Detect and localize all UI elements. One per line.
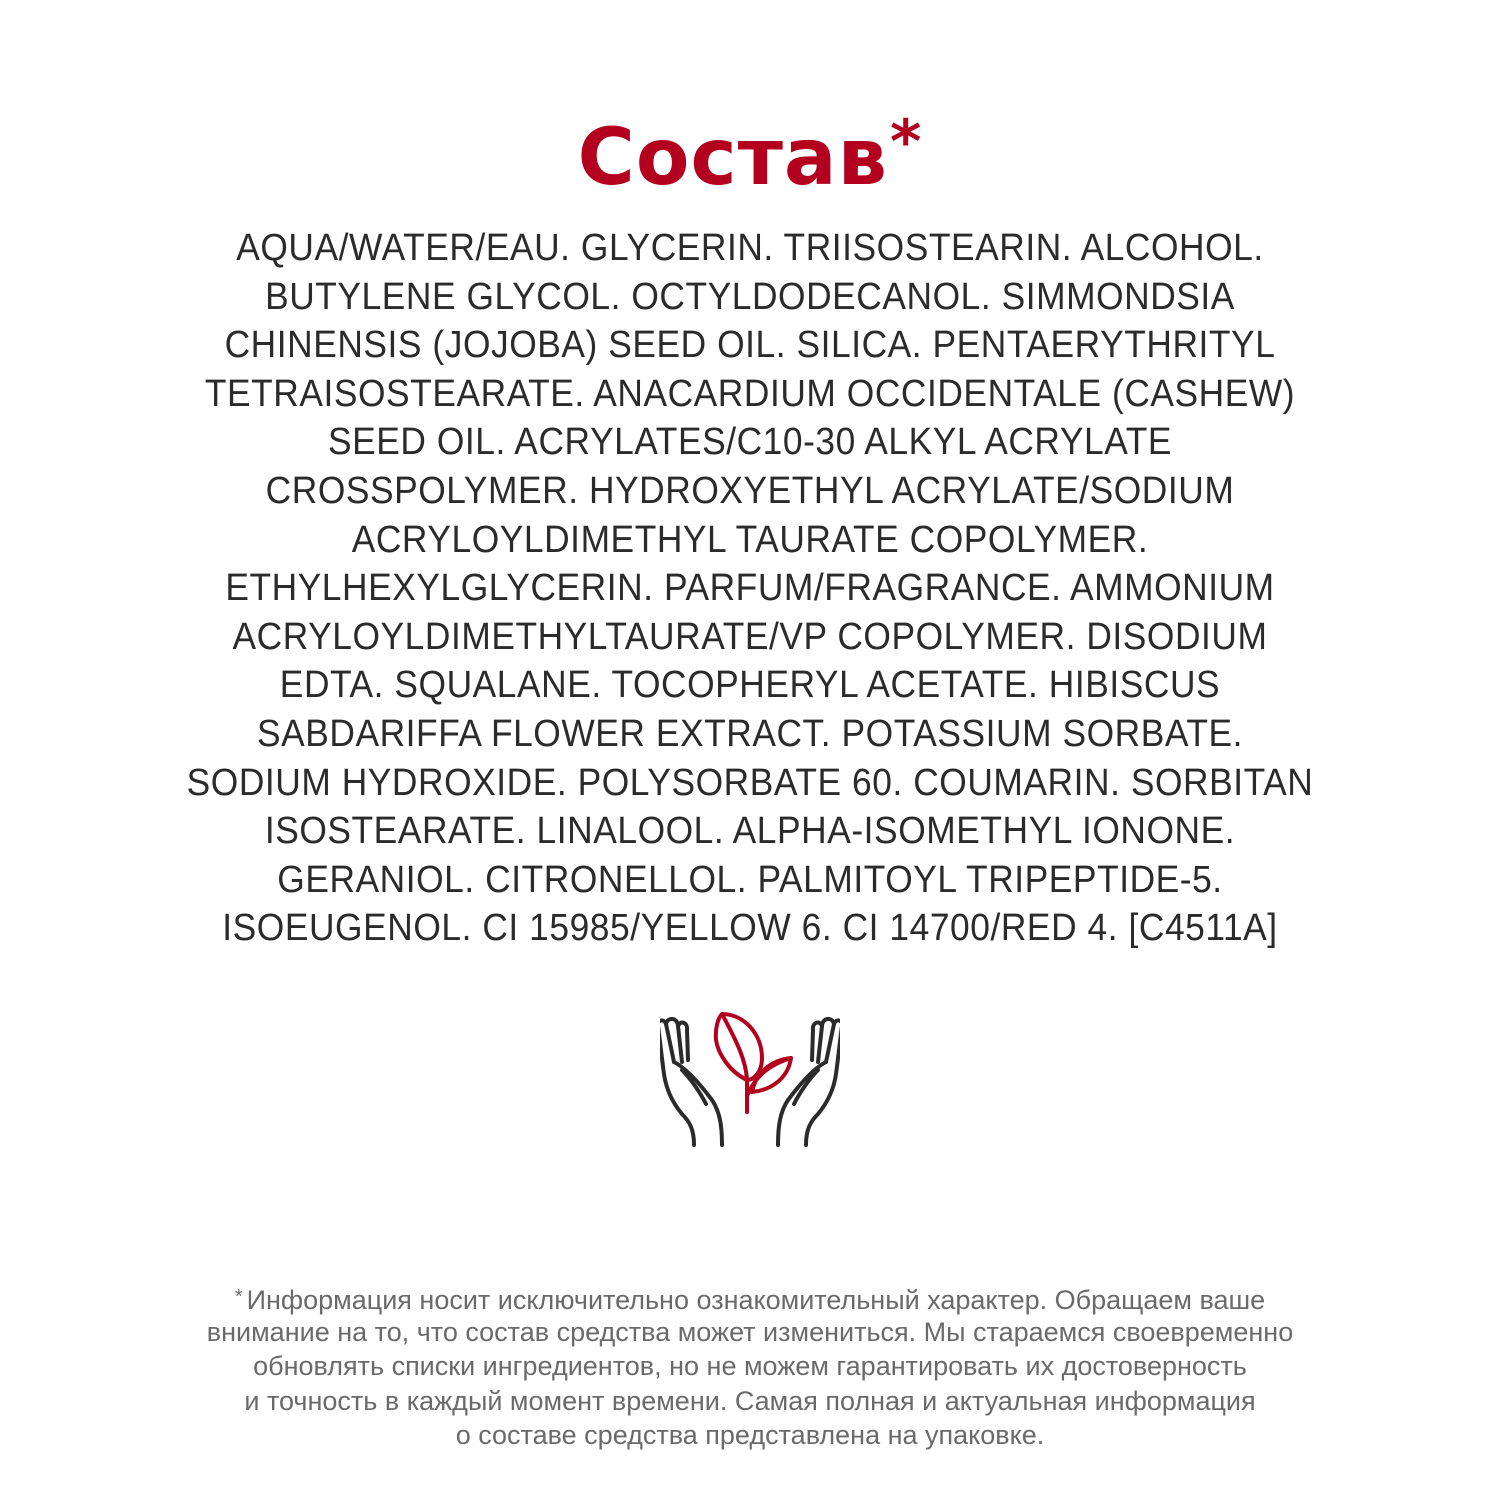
disclaimer	[0, 1280, 1500, 1453]
ingredients-line: SODIUM HYDROXIDE. POLYSORBATE 60. COUMARIN. SORBITAN	[186, 761, 1314, 804]
left-hand-icon	[660, 1019, 722, 1145]
ingredients-line: EDTA. SQUALANE. TOCOPHERYL ACETATE. HIBISCUS	[279, 664, 1221, 707]
disclaimer-line: внимание на то, что состав средства может измениться. Мы стараемся своевременно	[206, 1316, 1294, 1347]
ingredients-line: BUTYLENE GLYCOL. OCTYLDODECANOL. SIMMONDSIA	[265, 275, 1235, 318]
ingredients-line: ISOSTEARATE. LINALOOL. ALPHA-ISOMETHYL IONONE.	[264, 810, 1236, 853]
disclaimer-line: * Информация носит исключительно ознакомительный характер. Обращаем ваше	[234, 1285, 1266, 1315]
footnote-marker: *	[234, 1286, 243, 1308]
hands-holding-plant-icon	[660, 1000, 840, 1150]
ingredients-line: ISOEUGENOL. CI 15985/YELLOW 6. CI 14700/RED 4. [C4511A]	[222, 907, 1278, 950]
ingredients-line: ACRYLOYLDIMETHYL TAURATE COPOLYMER.	[351, 518, 1149, 561]
right-hand-icon	[778, 1019, 840, 1145]
ingredients-line: GERANIOL. CITRONELLOL. PALMITOYL TRIPEPTIDE-5.	[277, 858, 1223, 901]
page-title	[0, 92, 1500, 208]
ingredients-line: AQUA/WATER/EAU. GLYCERIN. TRIISOSTEARIN. ALCOHOL.	[236, 227, 1264, 269]
page-title-text: Состав	[577, 113, 888, 203]
ingredients-list	[0, 224, 1500, 953]
footnote-marker: *	[889, 107, 923, 177]
disclaimer-line: и точность в каждый момент времени. Самая полная и актуальная информация	[244, 1385, 1256, 1416]
ingredients-line: SABDARIFFA FLOWER EXTRACT. POTASSIUM SORBATE.	[256, 712, 1243, 755]
ingredients-line: TETRAISOSTEARATE. ANACARDIUM OCCIDENTALE (CASHEW)	[204, 372, 1296, 415]
plant-leaves-icon	[716, 1014, 791, 1112]
ingredients-line: ETHYLHEXYLGLYCERIN. PARFUM/FRAGRANCE. AMMONIUM	[225, 567, 1275, 610]
ingredients-line: SEED OIL. ACRYLATES/C10-30 ALKYL ACRYLATE	[328, 421, 1172, 464]
ingredients-line: CHINENSIS (JOJOBA) SEED OIL. SILICA. PENTAERYTHRITYL	[224, 324, 1276, 367]
disclaimer-line: о составе средства представлена на упаковке.	[455, 1420, 1045, 1450]
disclaimer-line: обновлять списки ингредиентов, но не можем гарантировать их достоверность	[253, 1351, 1247, 1381]
ingredients-line: ACRYLOYLDIMETHYLTAURATE/VP COPOLYMER. DISODIUM	[232, 615, 1268, 658]
ingredients-line: CROSSPOLYMER. HYDROXYETHYL ACRYLATE/SODIUM	[265, 469, 1235, 512]
